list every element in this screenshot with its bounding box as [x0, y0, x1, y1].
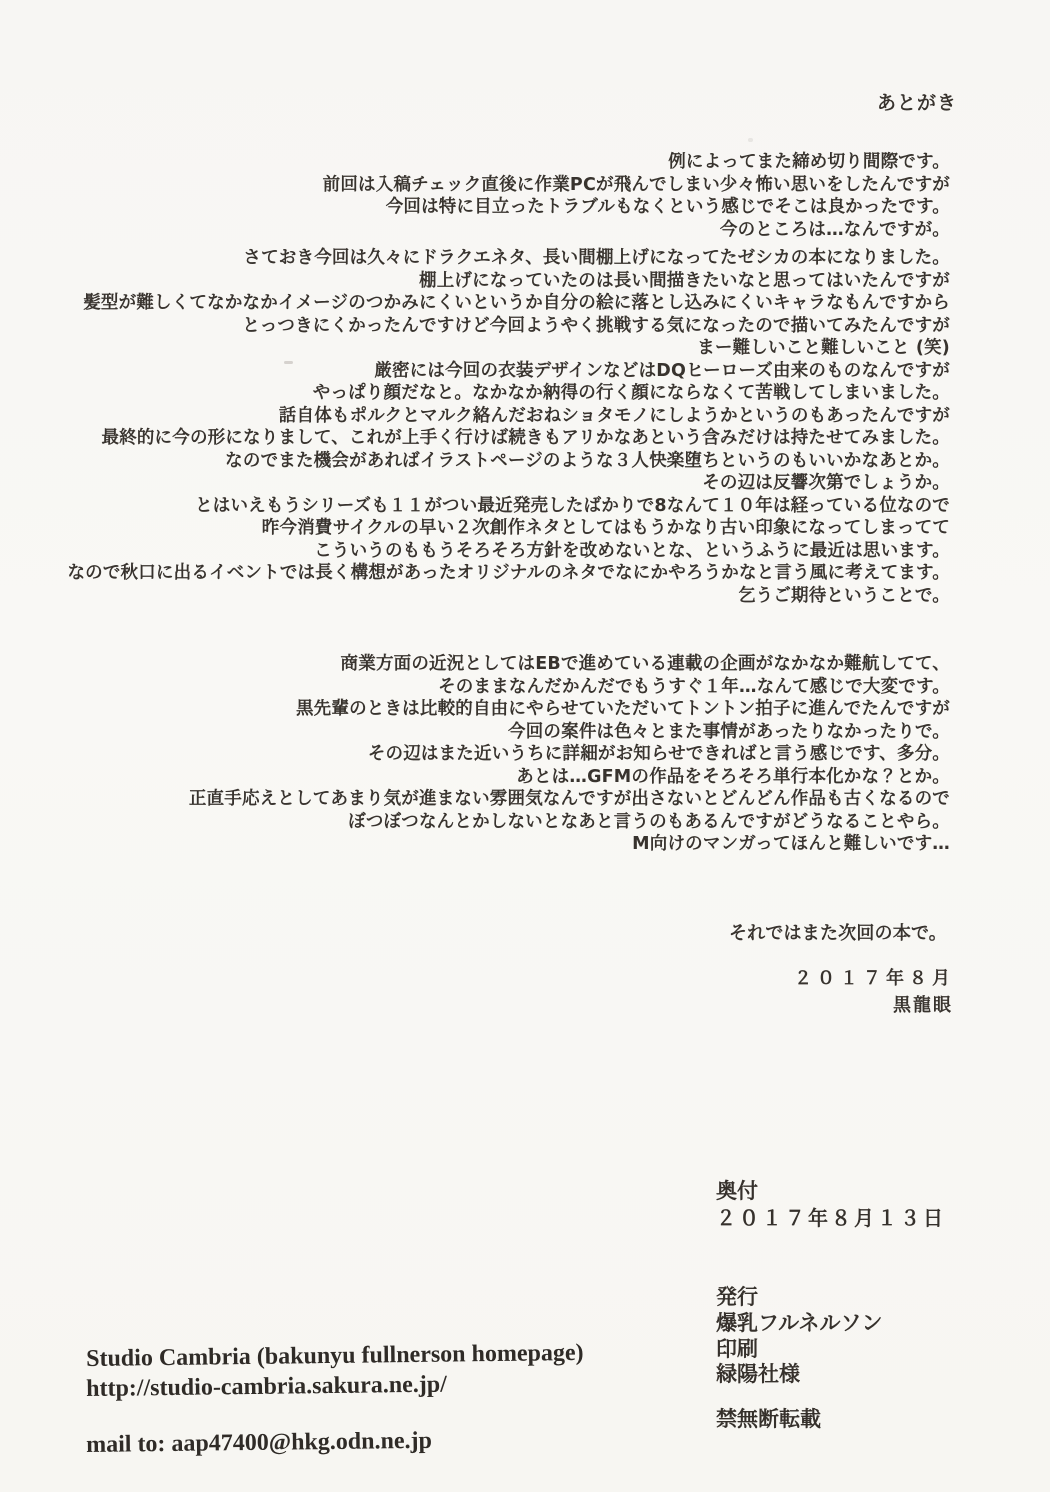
text-line: 髪型が難しくてなかなかイメージのつかみにくいというか自分の絵に落とし込みにくいキャラなもんですから [83, 293, 950, 313]
text-line: 厳密には今回の衣装デザインなどはDQヒーローズ由来のものなんですが [374, 360, 950, 381]
text-line: 昨今消費サイクルの早い２次創作ネタとしてはもうかなり古い印象になってしまってて [261, 518, 950, 538]
text-line: ぼつぼつなんとかしないとなあと言うのもあるんですがどうなることやら。 [348, 811, 950, 832]
printer-name: 緑陽社様 [716, 1362, 800, 1386]
homepage-title: Studio Cambria (bakunyu fullnerson homepage) [86, 1339, 584, 1372]
text-line: さておき今回は久々にドラクエネタ、長い間棚上げになってたゼシカの本になりました。 [243, 248, 950, 268]
afterword-heading: あとがき [876, 92, 957, 114]
text-line: 話自体もポルクとマルク絡んだおねショタモノにしようかというのもあったんですが [278, 405, 950, 426]
text-line: 黒先輩のときは比較的自由にやらせていただいてトントン拍子に進んでたんですが [295, 699, 950, 719]
homepage-url: http://studio-cambria.sakura.ne.jp/ [86, 1371, 447, 1402]
scan-speck [748, 138, 753, 142]
text-line: その辺は反響次第でしょうか。 [702, 473, 950, 493]
afterword-paragraph-1 [323, 151, 950, 241]
text-line: なので秋口に出るイベントでは長く構想があったオリジナルのネタでなにかやろうかなと言う風に考えてます。 [67, 563, 950, 583]
afterword-paragraph-2 [67, 247, 950, 607]
text-line: 今回の案件は色々とまた事情があったりなかったりで。 [508, 721, 950, 742]
text-line: 正直手応えとしてあまり気が進まない雰囲気なんですが出さないとどんどん作品も古くなるので [188, 789, 950, 809]
text-line: あとは…GFMの作品をそろそろ単行本化かな？とか。 [516, 766, 950, 787]
scan-speck [284, 361, 293, 364]
text-line: M向けのマンガってほんと難しいです… [632, 834, 950, 854]
publisher-label: 発行 [716, 1285, 758, 1309]
text-line: そのままなんだかんだでもうすぐ１年…なんて感じで大変です。 [438, 676, 950, 697]
text-line: 今のところは…なんですが。 [719, 219, 950, 240]
publisher-name: 爆乳フルネルソン [716, 1311, 883, 1335]
text-line: やっぱり顔だなと。なかなか納得の行く顔にならなくて苦戦してしまいました。 [312, 383, 950, 403]
colophon-date: ２０１７年８月１３日 [716, 1206, 946, 1230]
text-line: 棚上げになっていたのは長い間描きたいなと思ってはいたんですが [419, 270, 950, 291]
text-line: まー難しいこと難しいこと (笑) [697, 338, 950, 358]
signature-date: ２０１７年８月 [794, 968, 955, 989]
text-line: 乞うご期待ということで。 [737, 585, 950, 606]
author-signature: 黒龍眼 [893, 995, 953, 1016]
text-line: 前回は入稿チェック直後に作業PCが飛んでしまい少々怖い思いをしたんですが [322, 174, 950, 195]
text-line: 例によってまた締め切り間際です。 [668, 152, 950, 172]
text-line: その辺はまた近いうちに詳細がお知らせできればと言う感じです、多分。 [367, 744, 950, 764]
text-line: なのでまた機会があればイラストページのような３人快楽堕ちというのもいいかなあとか。 [225, 450, 950, 471]
colophon-heading: 奥付 [716, 1179, 758, 1203]
text-line: 今回は特に目立ったトラブルもなくという感じでそこは良かったです。 [385, 197, 950, 217]
text-line: こういうのももうそろそろ方針を改めないとな、というふうに最近は思います。 [314, 540, 950, 561]
text-line: とはいえもうシリーズも１１がつい最近発売したばかりで8なんて１０年は経っている位なので [195, 495, 950, 516]
text-line: 商業方面の近況としてはEBで進めている連載の企画がなかなか難航してて、 [340, 654, 950, 674]
printer-label: 印刷 [716, 1337, 758, 1361]
reprint-prohibited-notice: 禁無断転載 [716, 1407, 821, 1431]
text-line: とっつきにくかったんですけど今回ようやく挑戦する気になったので描いてみたんですが [242, 315, 950, 336]
text-line: 最終的に今の形になりまして、これが上手く行けば続きもアリかなあという含みだけは持たせてみました。 [101, 428, 950, 448]
contact-email: mail to: aap47400@hkg.odn.ne.jp [86, 1427, 433, 1458]
closing-line: それではまた次回の本で。 [728, 923, 947, 944]
afterword-paragraph-3 [189, 653, 950, 856]
